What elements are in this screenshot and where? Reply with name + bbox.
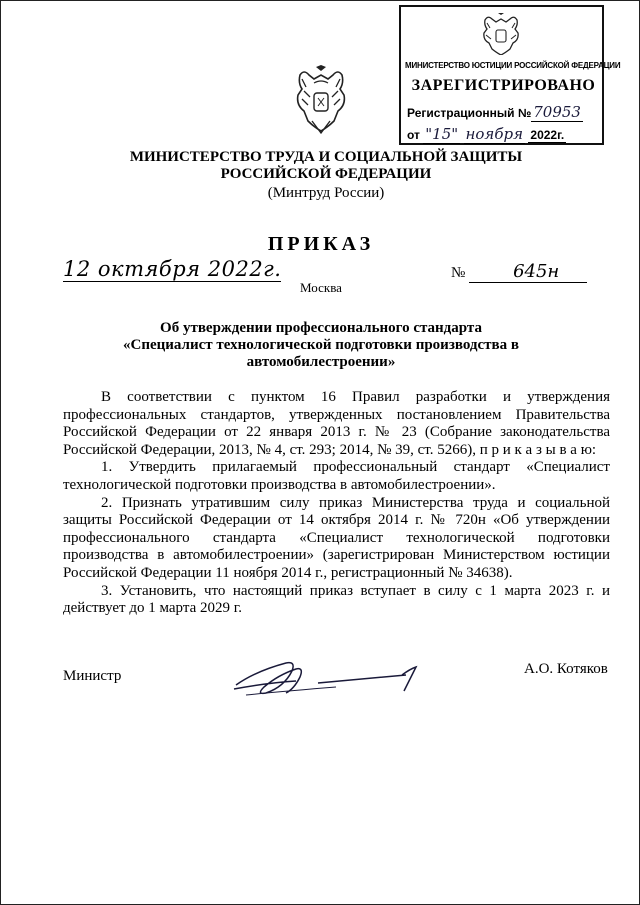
order-number-label: № (451, 265, 466, 281)
registration-stamp (399, 5, 621, 145)
signer-name: А.О. Котяков (524, 661, 608, 677)
stamp-reg-line (407, 103, 583, 122)
stamp-coat-of-arms-icon (481, 13, 521, 55)
stamp-reg-label: Регистрационный № (407, 106, 532, 120)
subject-line-3: автомобилестроении» (246, 354, 396, 370)
stamp-date-prefix: от (407, 128, 420, 142)
subject-line-2: «Специалист технологической подготовки производства в (123, 337, 519, 353)
order-date (63, 257, 281, 281)
order-city: Москва (300, 280, 342, 295)
stamp-ministry: МИНИСТЕРСТВО ЮСТИЦИИ РОССИЙСКОЙ ФЕДЕРАЦИИ (405, 61, 621, 70)
signer-title: Министр (63, 668, 122, 684)
stamp-date-year: 2022г. (530, 128, 565, 142)
stamp-status: ЗАРЕГИСТРИРОВАНО (411, 77, 596, 94)
order-date-value: 12 октября 2022г. (63, 257, 282, 281)
body-paragraph-1: В соответствии с пунктом 16 Правил разработки и утверждения профессиональных стандартов, утвержденных постановлением Правительства Российской Федерации от 22 января 2013 г. № 23 (Собрание законодательства Российской Федерации, 2013, № 4, ст. 293; 2014, № 39, ст. 5266), п р и к а з ы в а ю: (63, 389, 610, 458)
ministry-short-name: (Минтруд России) (267, 185, 385, 201)
order-subject (111, 320, 531, 371)
ministry-line-1: МИНИСТЕРСТВО ТРУДА И СОЦИАЛЬНОЙ ЗАЩИТЫ (129, 149, 523, 165)
handwritten-signature (226, 653, 426, 703)
order-body (63, 389, 610, 618)
body-paragraph-2: 1. Утвердить прилагаемый профессиональный стандарт «Специалист технологической подготовки производства в автомобилестроении». (63, 459, 610, 493)
stamp-reg-number: 70953 (533, 103, 581, 121)
stamp-date-line (407, 125, 566, 144)
ministry-name (121, 149, 531, 183)
subject-line-1: Об утверждении профессионального стандарта (160, 320, 482, 336)
order-title: ПРИКАЗ (267, 233, 375, 255)
body-paragraph-4: 3. Установить, что настоящий приказ вступает в силу с 1 марта 2023 г. и действует до 1 марта 2029 г. (63, 582, 610, 617)
stamp-date-month: ноября (465, 125, 524, 143)
body-paragraph-3: 2. Признать утратившим силу приказ Министерства труда и социальной защиты Российской Федерации от 14 октября 2014 г. № 720н «Об утверждении профессионального стандарта «Специалист технологической подготовки производства в автомобилестроении» (зарегистрирован Министерством юстиции Российской Федерации 11 ноября 2014 г., регистрационный № 34638). (63, 494, 610, 581)
order-number-value: 645н (469, 261, 587, 283)
ministry-line-2: РОССИЙСКОЙ ФЕДЕРАЦИИ (220, 166, 432, 182)
coat-of-arms-icon (294, 65, 348, 135)
stamp-date-day: "15" (425, 125, 459, 143)
